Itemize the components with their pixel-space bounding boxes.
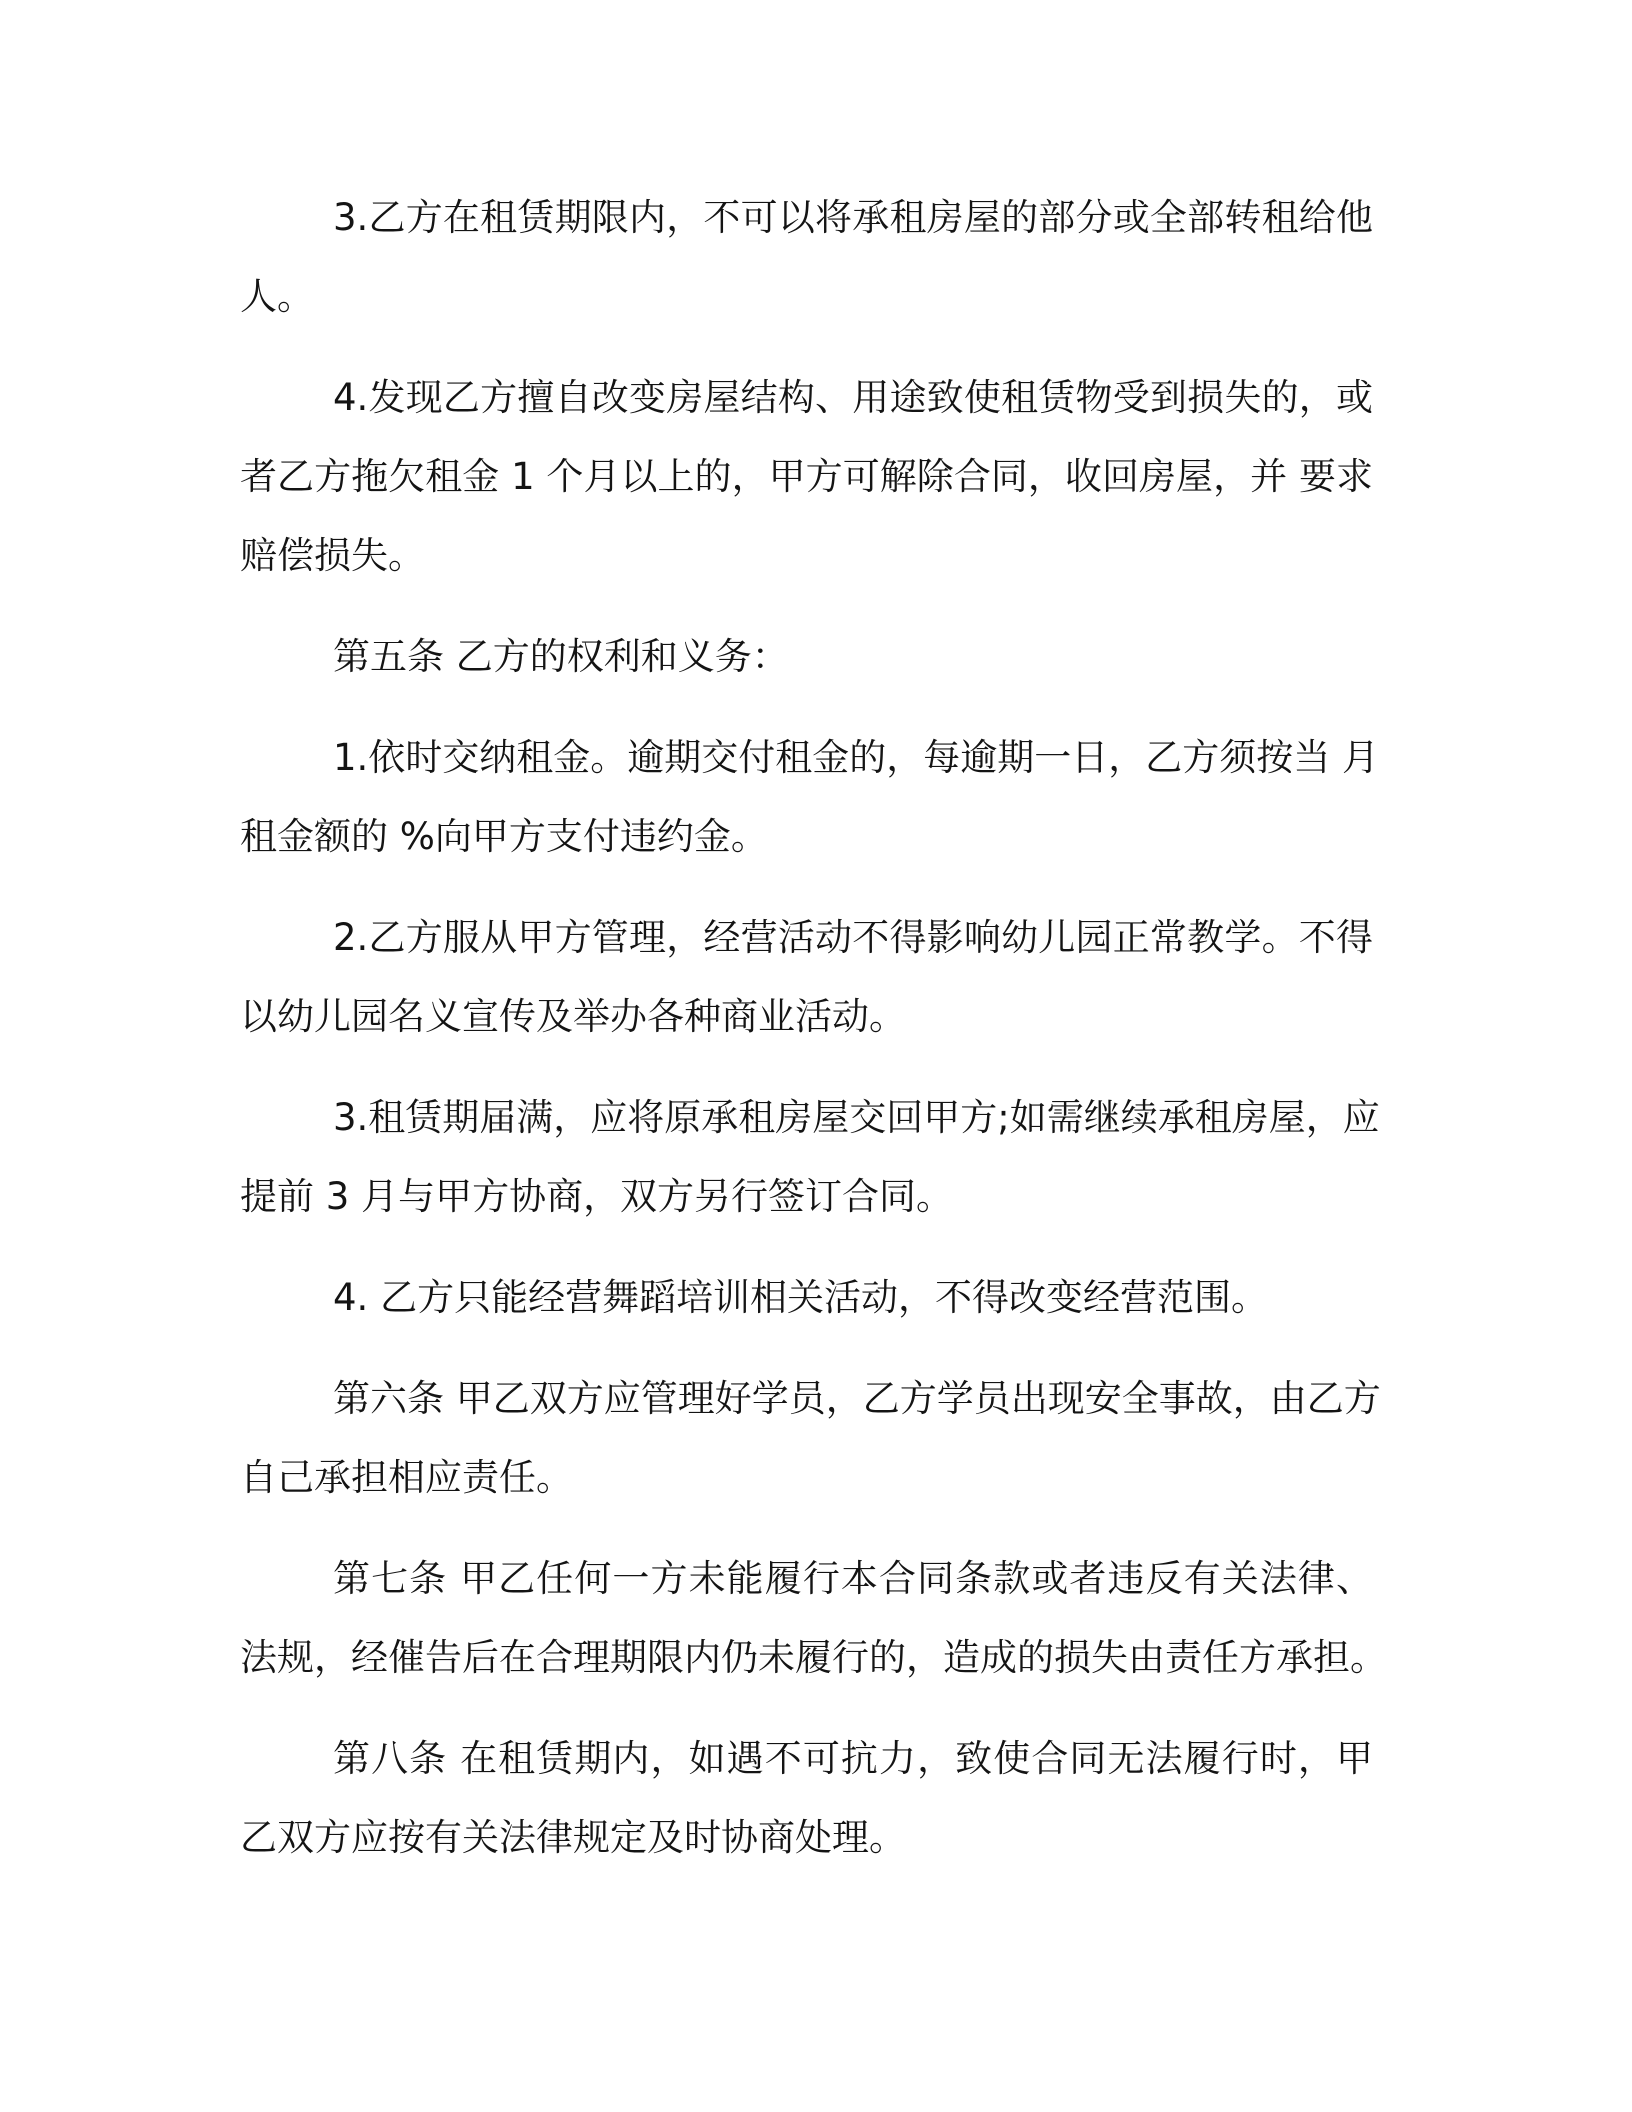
paragraph-line: 第七条 甲乙任何一方未能履行本合同条款或者违反有关法律、 xyxy=(333,1557,1373,1600)
paragraph-line: 4.发现乙方擅自改变房屋结构、用途致使租赁物受到损失的，或 xyxy=(333,376,1373,419)
clause-paragraph-business-scope xyxy=(240,1258,1373,1337)
paragraph-line: 第五条 乙方的权利和义务： xyxy=(333,635,789,678)
paragraph-line: 第八条 在租赁期内，如遇不可抗力，致使合同无法履行时，甲 xyxy=(333,1737,1373,1780)
paragraph-line: 第六条 甲乙双方应管理好学员，乙方学员出现安全事故，由乙方 xyxy=(333,1377,1381,1420)
document-page xyxy=(240,178,1387,1899)
clause-paragraph-sublease xyxy=(240,178,1373,336)
paragraph-line: 4. 乙方只能经营舞蹈培训相关活动，不得改变经营范围。 xyxy=(333,1276,1269,1319)
paragraph-line: 提前 3 月与甲方协商，双方另行签订合同。 xyxy=(240,1175,954,1218)
paragraph-line: 者乙方拖欠租金 1 个月以上的，甲方可解除合同，收回房屋，并 要求 xyxy=(240,455,1373,498)
paragraph-line: 1.依时交纳租金。逾期交付租金的，每逾期一日，乙方须按当 月 xyxy=(333,736,1380,779)
clause-paragraph-rent-payment xyxy=(240,718,1380,876)
paragraph-line: 人。 xyxy=(240,275,314,318)
paragraph-line: 3.乙方在租赁期限内，不可以将承租房屋的部分或全部转租给他 xyxy=(333,196,1373,239)
article-five-heading xyxy=(240,617,1373,696)
clause-paragraph-management xyxy=(240,898,1373,1056)
paragraph-line: 赔偿损失。 xyxy=(240,534,425,577)
paragraph-line: 自己承担相应责任。 xyxy=(240,1456,573,1499)
clause-paragraph-termination xyxy=(240,358,1373,595)
paragraph-line: 以幼儿园名义宣传及举办各种商业活动。 xyxy=(240,995,906,1038)
paragraph-line: 3.租赁期届满，应将原承租房屋交回甲方;如需继续承租房屋，应 xyxy=(333,1096,1380,1139)
article-seven-paragraph xyxy=(240,1539,1387,1697)
paragraph-line: 租金额的 %向甲方支付违约金。 xyxy=(240,815,768,858)
article-eight-paragraph xyxy=(240,1719,1373,1877)
article-six-paragraph xyxy=(240,1359,1381,1517)
clause-paragraph-lease-expiry xyxy=(240,1078,1380,1236)
paragraph-line: 乙双方应按有关法律规定及时协商处理。 xyxy=(240,1816,906,1859)
paragraph-line: 法规，经催告后在合理期限内仍未履行的，造成的损失由责任方承担。 xyxy=(240,1636,1387,1679)
paragraph-line: 2.乙方服从甲方管理，经营活动不得影响幼儿园正常教学。不得 xyxy=(333,916,1373,959)
